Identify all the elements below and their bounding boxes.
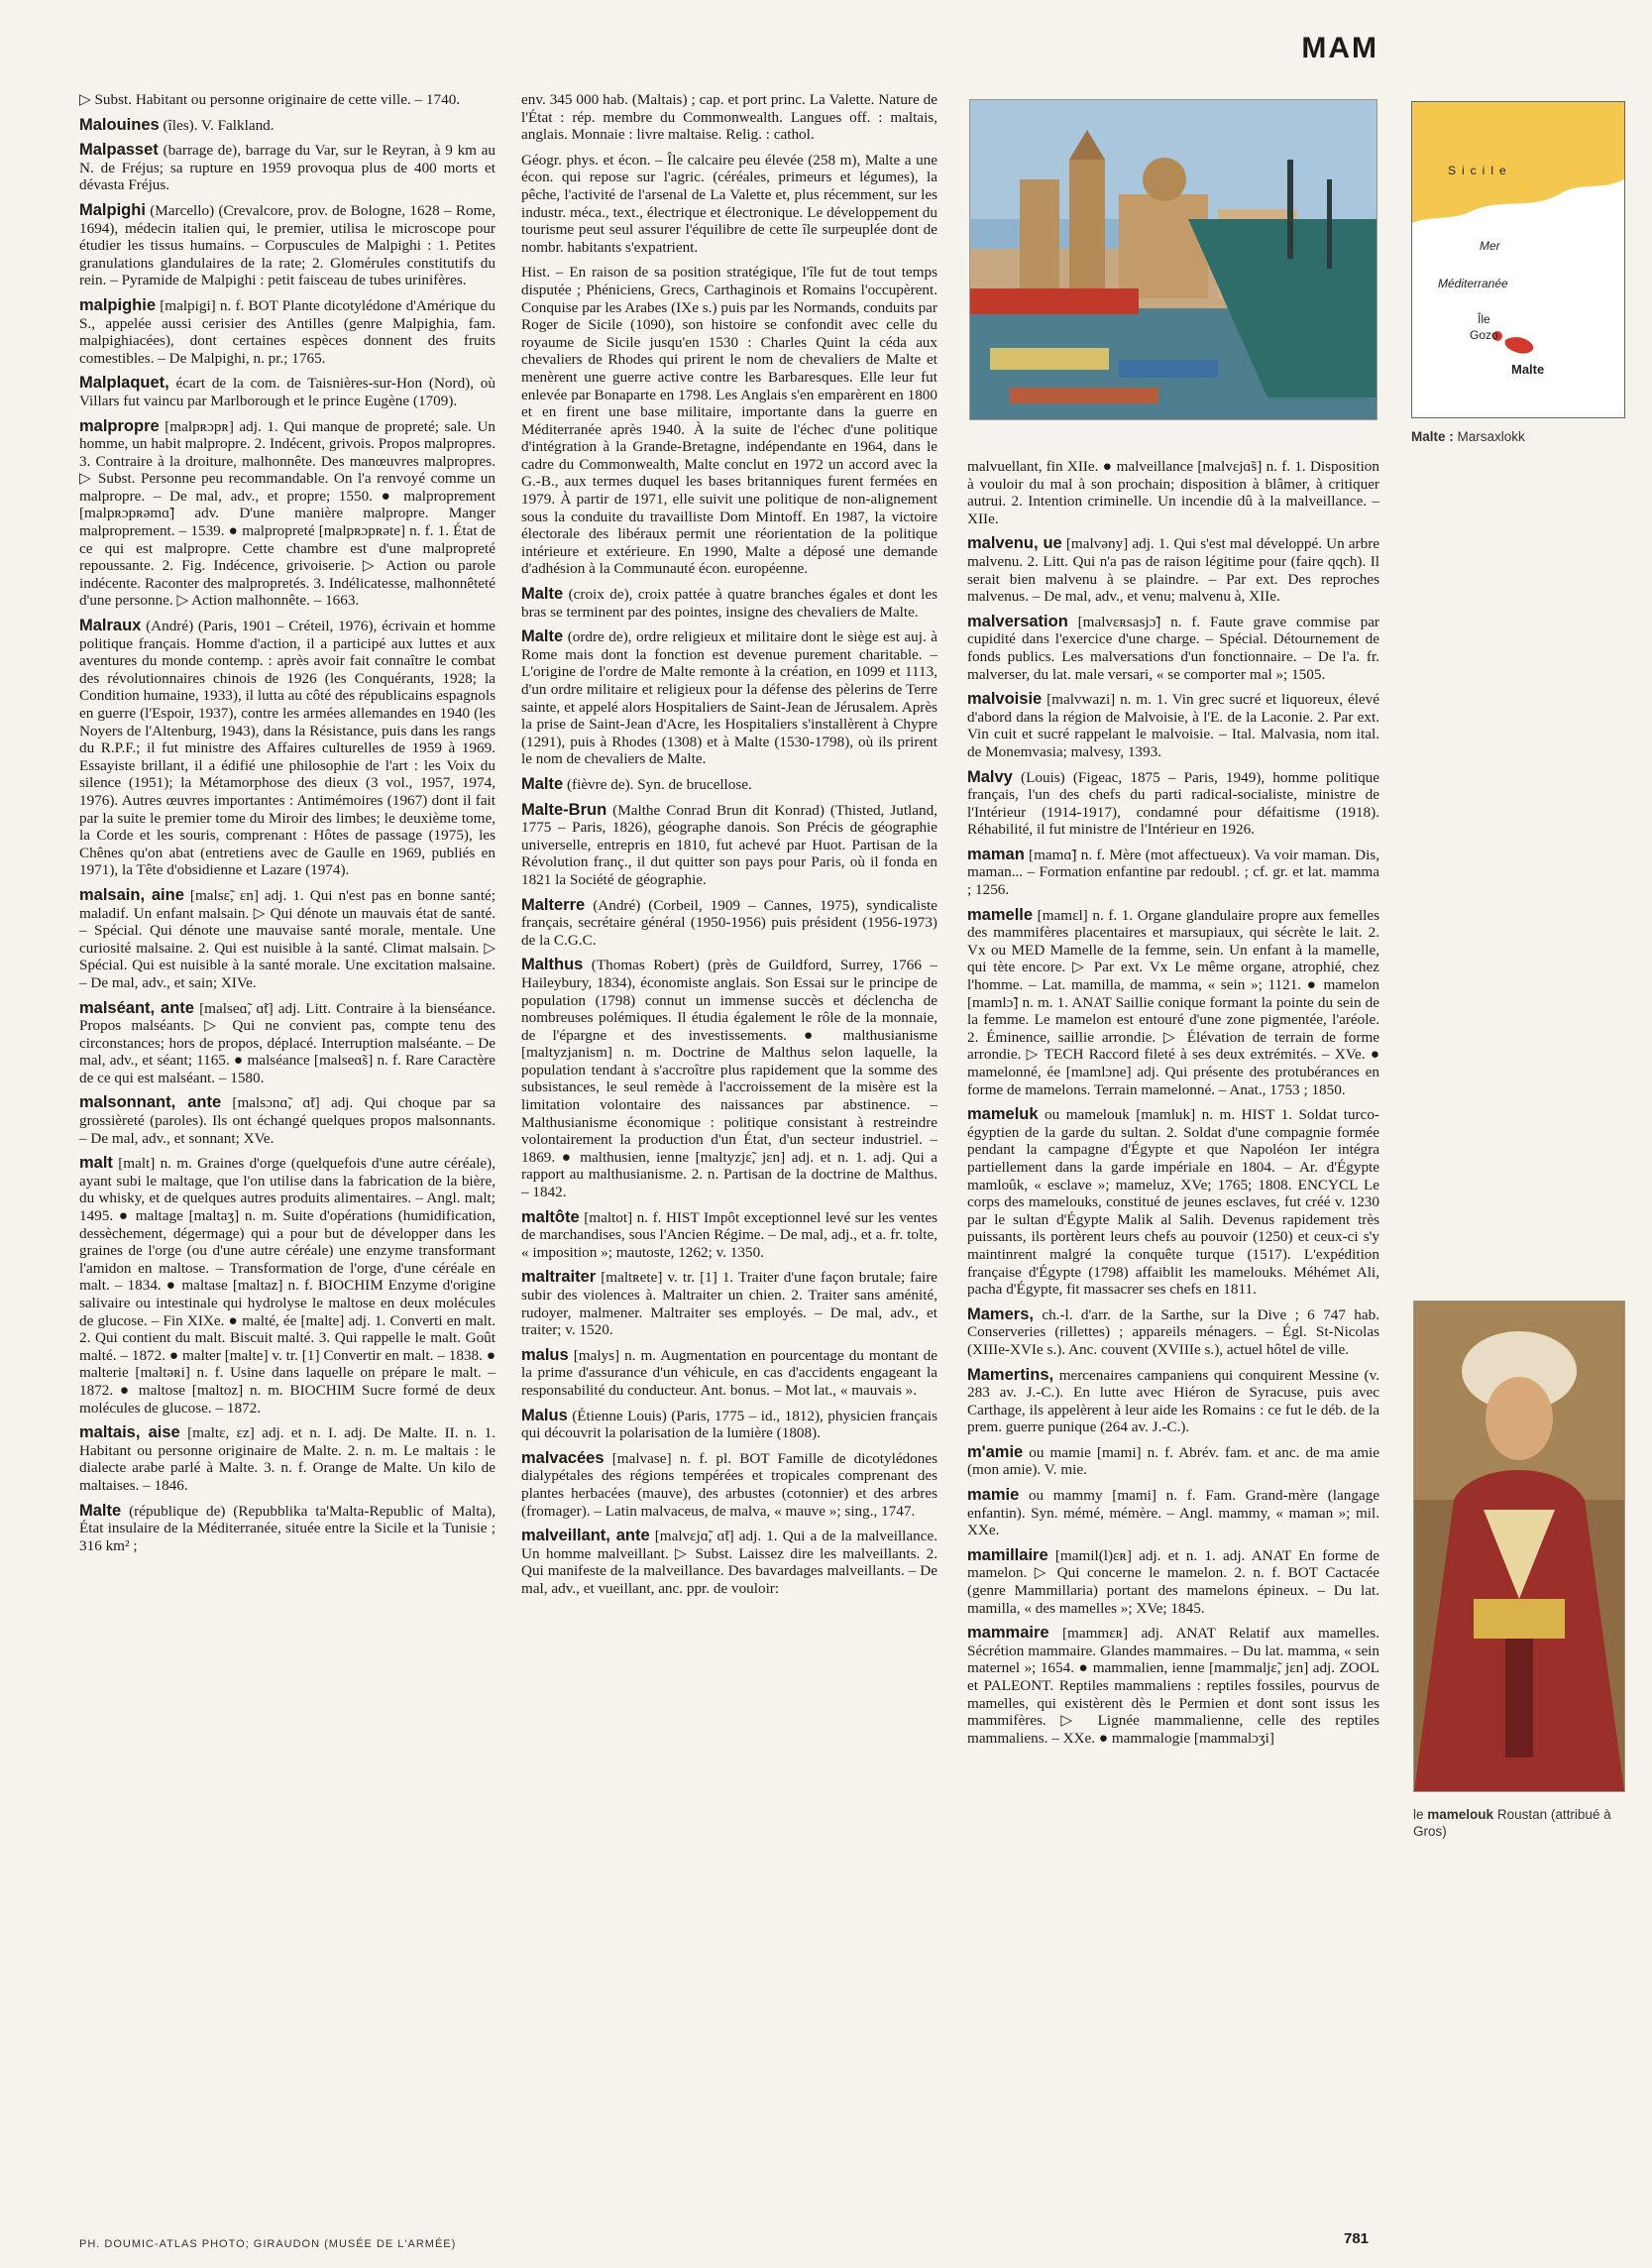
dictionary-entry: malpropre [malpʀɔpʀ] adj. 1. Qui manque de propreté; sale. Un homme, un habit malpropre. 2. Indécent, grivois. Propos malpropres. 3. Contraire à la droiture, malhonnête. Des manœuvres malpropres. ▷ Subst. Personne peu recommandable. On l'a renvoyé comme un malpropre. – De mal, adv., et propre; 1550. ● malproprement [malpʀɔpʀəmɑ̃] adv. D'une manière malpropre. Manger malproprement. – 1539. ● malpropreté [malpʀɔpʀəte] n. f. 1. État de ce qui est malpropre. Cette chambre est d'une malpropreté repoussante. 2. Fig. Indécence, grivoiserie. ▷ Action ou parole indécente. Raconter des malpropretés. 3. Indélicatesse, malhonnêteté d'une personne. ▷ Action malhonnête. – 1663. xyxy=(79,416,496,610)
dictionary-entry: Mamers, ch.-l. d'arr. de la Sarthe, sur la Dive ; 6 747 hab. Conserveries (rillettes) ; appareils ménagers. – Égl. St-Nicolas (XIIIe-XVIe s.). Anc. couvent (XVIIIe s.), actuel hôtel de ville. xyxy=(967,1304,1380,1358)
dictionary-entry: maltôte [maltot] n. f. HIST Impôt exceptionnel levé sur les ventes de marchandises, sous l'Ancien Régime. – De mal, adj., et a. fr. tolte, « imposition »; mautoste, 1262; v. 1350. xyxy=(521,1207,937,1261)
dictionary-entry: Malte (croix de), croix pattée à quatre branches égales et dont les bras se terminent par des pointes, insigne des chevaliers de Malte. xyxy=(521,585,937,621)
dictionary-entry: Malte (république de) (Repubblika ta'Malta-Republic of Malta), État insulaire de la Méditerranée, située entre la Sicile et la Tunisie ; 316 km² ; xyxy=(79,1501,496,1554)
dictionary-entry: m'amie ou mamie [mami] n. f. Abrév. fam. et anc. de ma amie (mon amie). V. mie. xyxy=(967,1442,1379,1479)
dictionary-entry: Malus (Étienne Louis) (Paris, 1775 – id., 1812), physicien français qui découvrit la polarisation de la lumière (1808). xyxy=(521,1406,938,1442)
dictionary-entry: Malpasset (barrage de), barrage du Var, sur le Reyran, à 9 km au N. de Fréjus; sa rupture en 1959 provoqua plus de 400 morts et dévasta Fréjus. xyxy=(79,141,496,194)
dictionary-entry: Géogr. phys. et écon. – Île calcaire peu élevée (258 m), Malte a une écon. qui repose sur l'agric. (céréales, primeurs et légumes), la pêche, l'activité de l'arsenal de La Valette et, plus récemment, sur les industr. méca., text., électrique et électronique. Le développement du tourisme peut seul assurer l'équilibre de cette île surpeuplée dont de nombr. habitants s'expatrient. xyxy=(521,151,937,256)
map-label-sicily: Sicile xyxy=(1448,164,1512,177)
malta-map xyxy=(1411,101,1625,418)
portrait-caption: le mamelouk Roustan (attribué à Gros) xyxy=(1413,1807,1611,1839)
dictionary-entry: Malte-Brun (Malthe Conrad Brun dit Konrad) (Thisted, Jutland, 1775 – Paris, 1826), géographe danois. Son Précis de géographie universelle, entrepris en 1810, fut achevé par Huot. Partisan de la Révolution franç., il dut quitter son pays pour Paris, où il fonda en 1821 la Société de géographie. xyxy=(521,800,937,888)
dictionary-entry: env. 345 000 hab. (Maltais) ; cap. et port princ. La Valette. Nature de l'État : rép. membre du Commonwealth. Langues off. : maltais, anglais. Monnaie : livre maltaise. Relig. : cathol. xyxy=(521,91,937,144)
dictionary-entry: mameluk ou mamelouk [mamluk] n. m. HIST 1. Soldat turco-égyptien de la garde du sultan. 2. Soldat d'une compagnie formée pendant la campagne d'Égypte et que Napoléon Ier intégra partiellement dans la garde impériale en 1804. – Ar. d'Égypte mamloûk, « esclave »; mameluz, XVe; 1765; 1808. ENCYCL Le corps des mamelouks, constitué de jeunes esclaves, fut créé v. 1230 par le sultan d'Égypte Malik al Salih. Devenus rapidement très puissants, ils portèrent leurs chefs au pouvoir (1250) et ceux-ci s'y maintinrent malgré la conquête turque (1517). L'expédition française d'Égypte (1798) affaiblit les mamelouks. Méhémet Ali, pacha d'Égypte, fit massacrer ses chefs en 1811. xyxy=(967,1105,1379,1299)
dictionary-entry: malvacées [malvase] n. f. pl. BOT Famille de dicotylédones dialypétales des régions tempérées et tropicales comprenant des plantes herbacées (mauve), des arbustes (cotonnier) et des arbres (fromager). – Latin malvaceus, de malva, « mauve »; sing., 1747. xyxy=(521,1448,938,1520)
dictionary-entry: malversation [malvɛʀsasjɔ̃] n. f. Faute grave commise par cupidité dans l'exercice d'une charge. – Spécial. Détournement de fonds publics. Les malversations d'un fonctionnaire. – De l'a. fr. malverser, du lat. male versari, « se comporter mal »; 1505. xyxy=(967,612,1379,683)
dictionary-entry: Malplaquet, écart de la com. de Taisnières-sur-Hon (Nord), où Villars fut vaincu par Marlborough et le prince Eugène (1709). xyxy=(79,374,496,409)
dictionary-entry: malus [malys] n. m. Augmentation en pourcentage du montant de la prime d'assurance d'un véhicule, en cas d'accidents engageant la responsabilité du conducteur. Ant. bonus. – Mot lat., « mauvais ». xyxy=(521,1345,938,1399)
guide-word: MAM xyxy=(1301,32,1378,64)
dictionary-entry: Malthus (Thomas Robert) (près de Guildford, Surrey, 1766 – Haileybury, 1834), économiste anglais. Son Essai sur le principe de population (1798) connut un immense succès et déclencha de nombreuses polémiques. Il étudia également le rôle de la monnaie, de l'épargne et des investissements. ● malthusianisme [maltyzjanism] n. m. Doctrine de Malthus selon laquelle, la population tendant à s'accroître plus rapidement que la somme des subsistances, le seul remède à l'accroissement de la misère est la limitation volontaire des naissances par abstinence. – Malthusianisme économique : politique consistant à restreindre volontairement la production d'un État, d'un secteur industriel. – 1869. ● malthusien, ienne [maltyzjɛ̃, jɛn] adj. et n. 1. adj. Qui a rapport au malthusianisme. 2. n. Partisan de la doctrine de Malthus. – 1842. xyxy=(521,956,937,1201)
dictionary-entry: malvuellant, fin XIIe. ● malveillance [malvɛjɑ̃s] n. f. 1. Disposition à vouloir du mal à son prochain; disposition à blâmer, à critiquer autrui. 2. Intention criminelle. Un incendie dû à la malveillance. – XIIe. xyxy=(967,458,1379,527)
dictionary-entry: Hist. – En raison de sa position stratégique, l'île fut de tout temps disputée ; Phéniciens, Grecs, Carthaginois et Romains l'occupèrent. Conquise par les Arabes (IXe s.) puis par les Normands, conduits par Roger de Sicile (1090), son histoire se confondit avec celle du royaume de Sicile jusqu'en 1530 : Charles Quint la céda aux chevaliers de Rhodes qui prirent le nom de chevaliers de Malte et menèrent une guerre active contre les Barbaresques. Elle leur fut enlevée par Bonaparte en 1798. Les Anglais s'en emparèrent en 1800 et en firent une base militaire, importante dans la guerre en Méditerranée après 1940. À la suite de l'échec d'une politique d'intégration à la Grande-Bretagne, indépendante en 1964, dans le cadre du Commonwealth, Malte conclut en 1972 un accord avec la G.-B., aux termes duquel les bases britanniques furent fermées en 1979. À partir de 1971, elle suivit une politique de non-alignement sous la conduite du travailliste Dom Mintoff. En 1987, la victoire électorale des libéraux permit une réorientation de la politique intérieure et extérieure. En 1990, Malte a déposé une demande d'adhésion à la Communauté écon. européenne. xyxy=(521,264,937,578)
dictionary-entry: mammaire [mammɛʀ] adj. ANAT Relatif aux mamelles. Sécrétion mammaire. Glandes mammaires. – Du lat. mamma, « sein maternel »; 1654. ● mammalien, ienne [mammaljɛ̃, jɛn] adj. ZOOL et PALEONT. Reptiles mammaliens : reptiles fossiles, pourvus de mamelles, qui existèrent dès le Permien et dont sont issus les mammifères. ▷ Lignée mammalienne, celle des reptiles mammaliens. – XXe. ● mammalogie [mammalɔʒi] xyxy=(967,1624,1380,1747)
dictionary-entry: maltais, aise [maltɛ, ɛz] adj. et n. I. adj. De Malte. II. n. 1. Habitant ou personne originaire de Malte. 2. n. m. Le maltais : le dialecte arabe parlé à Malte. 3. n. f. Orange de Malte. Un kilo de maltaises. – 1846. xyxy=(79,1423,496,1494)
dictionary-entry: Mamertins, mercenaires campaniens qui conquirent Messine (v. 283 av. J.-C.). En lutte avec Hiéron de Syracuse, puis avec Carthage, ils appelèrent à leur aide les Romains : ce fut le déb. de la prem. guerre punique (264 av. J.-C.). xyxy=(967,1365,1380,1436)
dictionary-entry: maltraiter [maltʀete] v. tr. [1] 1. Traiter d'une façon brutale; faire subir des violences à. Maltraiter un chien. 2. Traiter sans aménité, rudoyer, malmener. Maltraiter ses employés. – De mal, adv., et traiter; v. 1520. xyxy=(521,1268,937,1339)
column-3 xyxy=(967,458,1379,1755)
portrait-illustration xyxy=(1414,1302,1624,1791)
dictionary-entry: Malte (fièvre de). Syn. de brucellose. xyxy=(521,774,752,793)
dictionary-entry: malsain, aine [malsɛ̃, ɛn] adj. 1. Qui n'est pas en bonne santé; maladif. Un enfant malsain. ▷ Qui dénote un mauvais état de santé. – Spécial. Qui dénote une mauvaise santé morale, mentale. Une curiosité malsaine. 2. Qui est nuisible à la santé. Climat malsain. ▷ Spécial. Qui est nuisible à la santé morale. Une excitation malsaine. – De mal, adv., et sain; XIVe. xyxy=(79,885,496,991)
map-label-sea-2: Méditerranée xyxy=(1438,277,1508,290)
mamelouk-portrait xyxy=(1413,1301,1625,1792)
dictionary-entry: Malraux (André) (Paris, 1901 – Créteil, 1976), écrivain et homme politique français. Homme d'action, il a participé aux luttes et aux aventures du monde contemp. : après avoir fait connaître le combat des révolutionnaires chinois de 1926 (les Conquérants, 1928; la Condition humaine, 1933), il lutta au côté des républicains espagnols en guerre (l'Espoir, 1937), contre les armées allemandes en 1940 (les Noyers de l'Altenburg, 1943), dans la Résistance, puis dans les rangs du R.P.F.; il fut ministre des Affaires culturelles de 1959 à 1969. Essayiste brillant, il a édifié une philosophie de l'art : les Voix du silence (1951); la Métamorphose des dieux (3 vol., 1957, 1974, 1976). Autres œuvres importantes : Antimémoires (1967) dont il fait par la suite le premier tome du Miroir des limbes; le deuxième tome, la Corde et les souris, comprenant : Hôtes de passage (1975), les Chênes qu'on abat (entretiens avec de Gaulle en 1969, publiés en 1971), la Tête d'obsidienne et Lazare (1974). xyxy=(79,617,496,879)
dictionary-entry: malveillant, ante [malvɛjɑ̃, ɑ̃t] adj. 1. Qui a de la malveillance. Un homme malveillant. ▷ Subst. Laissez dire les malveillants. 2. Qui manifeste de la malveillance. Des bavardages malveillants. – De mal, adv., et vueillant, anc. ppr. de vouloir: xyxy=(521,1527,938,1597)
dictionary-entry: Malpighi (Marcello) (Crevalcore, prov. de Bologne, 1628 – Rome, 1694), médecin italien qui, le premier, utilisa le microscope pour étudier les tissus humains. – Corpuscules de Malpighi : 1. Petites granulations glandulaires de la rate; 2. Glomérules constitutifs du rein. – Pyramide de Malpighi : petit faisceau de tubes urinifères. xyxy=(79,200,496,289)
dictionary-entry: malsonnant, ante [malsɔnɑ̃, ɑ̃t] adj. Qui choque par sa grossièreté (paroles). Ils ont échangé quelques propos malsonnants. – De mal, adv., et sonnant; XVe. xyxy=(79,1093,496,1147)
dictionary-entry: Malouines (îles). V. Falkland. xyxy=(79,115,275,134)
dictionary-entry: malséant, ante [malseɑ̃, ɑ̃t] adj. Litt. Contraire à la bienséance. Propos malséants. ▷ Qui ne convient pas, compte tenu des circonstances; hors de propos, déplacé. Interruption malséante. – De mal, adv., et séant; 1165. ● malséance [malseɑ̃s] n. f. Rare Caractère de ce qui est malséant. – 1580. xyxy=(79,998,496,1086)
map-label-gozo-1: Île xyxy=(1478,312,1490,326)
dictionary-entry: mamelle [mamɛl] n. f. 1. Organe glandulaire propre aux femelles des mammifères placentaires et marsupiaux, qui sécrète le lait. 2. Vx ou MED Mamelle de la femme, sein. Un enfant à la mamelle, qui tète encore. ▷ Par ext. Vx Le même organe, atrophié, chez l'homme. – Lat. mamilla, de mamma, « sein »; 1121. ● mamelon [mamlɔ̃] n. m. 1. ANAT Saillie conique formant la pointe du sein de la femme. Le mamelon est entouré d'une zone pigmentée, l'aréole. 2. Éminence, saillie arrondie. ▷ Élévation de terrain de forme arrondie. ▷ TECH Raccord fileté à ses deux extrémités. – XVe. ● mamelonné, ée [mamlɔne] adj. Qui présente des protubérances en forme de mamelons. Terrain mamelonné. – Anat., 1753 ; 1850. xyxy=(967,905,1379,1098)
page-number: 781 xyxy=(1344,2230,1370,2247)
dictionary-entry: malvoisie [malvwazi] n. m. 1. Vin grec sucré et liquoreux, élevé d'abord dans la région de Malvoisie, à l'E. de la Laconie. 2. Par ext. Vin cuit et sucré rappelant le malvoisie. – Ital. Malvasia, nom ital. de Monemvasia; malvesy, 1393. xyxy=(967,690,1379,760)
dictionary-entry: malpighie [malpigi] n. f. BOT Plante dicotylédone d'Amérique du S., appelée aussi cerisier des Antilles (genre Malpighia, fam. malpighiacées), dont certaines espèces donnent des fruits comestibles. – De Malpighi, n. pr.; 1765. xyxy=(79,295,496,367)
harbor-illustration xyxy=(970,100,1377,419)
dictionary-entry: mamillaire [mamil(l)ɛʀ] adj. et n. 1. adj. ANAT En forme de mamelon. ▷ Qui concerne le mamelon. 2. n. f. BOT Cactacée (genre Mammillaria) portant des mamelons épineux. – Du lat. mamilla, « des mamelles »; XVe; 1845. xyxy=(967,1545,1379,1617)
dictionary-entry: Malte (ordre de), ordre religieux et militaire dont le siège est auj. à Rome mais dont la fonction est devenue purement charitable. – L'origine de l'ordre de Malte remonte à la création, en 1099 et 1113, d'un ordre militaire et religieux pour la défense des pèlerins de Terre sainte, et appelé alors Hospitaliers de Saint-Jean de Jérusalem. Après la prise de Saint-Jean d'Acre, les Hospitaliers s'installèrent à Chypre (1291), puis à Rhodes (1308) et à Malte (1530-1798), où ils prirent le nom de chevaliers de Malte. xyxy=(521,627,937,768)
column-1 xyxy=(79,91,496,1562)
map-label-gozo-2: Gozo xyxy=(1470,328,1498,342)
photo-credit: PH. DOUMIC-ATLAS PHOTO; GIRAUDON (MUSÉE DE L'ARMÉE) xyxy=(79,2238,457,2250)
photo-caption: Malte : Marsaxlokk xyxy=(1411,429,1525,444)
dictionary-entry: ▷ Subst. Habitant ou personne originaire de cette ville. – 1740. xyxy=(79,91,461,108)
dictionary-entry: malvenu, ue [malvəny] adj. 1. Qui s'est mal développé. Un arbre malvenu. 2. Litt. Qui n'a pas de raison légitime pour (faire qqch). Il serait bien malvenu à se plaindre. – Par ext. Des reproches malvenus. – De mal, adv., et venu; malvenu à, XIIe. xyxy=(967,534,1380,606)
dictionary-entry: maman [mamɑ̃] n. f. Mère (mot affectueux). Va voir maman. Dis, maman... – Formation enfantine par redoubl. ; cf. gr. et lat. mamma ; 1256. xyxy=(967,845,1380,899)
dictionary-entry: mamie ou mammy [mami] n. f. Fam. Grand-mère (langage enfantin). Syn. mémé, mémère. – Angl. mammy, « maman »; mil. XXe. xyxy=(967,1486,1379,1539)
marsaxlokk-photo xyxy=(969,99,1377,420)
map-label-malta: Malte xyxy=(1511,362,1545,377)
column-2 xyxy=(521,91,937,1606)
dictionary-entry: Malvy (Louis) (Figeac, 1875 – Paris, 1949), homme politique français, l'un des chefs du parti radical-socialiste, ministre de l'Intérieur (1914-1917), condamné pour défaitisme (1918). Réhabilité, il fut ministre de l'Intérieur en 1926. xyxy=(967,767,1380,839)
dictionary-entry: Malterre (André) (Corbeil, 1909 – Cannes, 1975), syndicaliste français, secrétaire général (1950-1956) puis président (1956-1973) de la C.G.C. xyxy=(521,895,938,949)
dictionary-entry: malt [malt] n. m. Graines d'orge (quelquefois d'une autre céréale), ayant subi le maltage, que l'on utilise dans la fabrication de la bière, du whisky, et de quelques autres produits alimentaires. – Angl. malt; 1495. ● maltage [maltaʒ] n. m. Suite d'opérations (humidification, dessèchement, dégermage) qui a pour but de développer dans les graines de l'orge (ou d'une autre céréale) une enzyme transformant l'amidon en maltose. – Transformation de l'orge, d'une céréale en malt. – 1834. ● maltase [maltaz] n. f. BIOCHIM Enzyme d'origine salivaire ou intestinale qui hydrolyse le maltose en deux molécules de glucose. – Fin XIXe. ● malté, ée [malte] adj. 1. Converti en malt. 2. Qui contient du malt. Biscuit malté. 3. Qui rappelle le malt. Goût malté. – 1872. ● malter [malte] v. tr. [1] Convertir en malt. – 1838. ● malterie [maltəʀi] n. f. Usine dans laquelle on prépare le malt. – 1872. ● maltose [maltoz] n. m. BIOCHIM Sucre formé de deux molécules de glucose. – 1872. xyxy=(79,1154,496,1417)
map-label-sea-1: Mer xyxy=(1480,239,1500,253)
